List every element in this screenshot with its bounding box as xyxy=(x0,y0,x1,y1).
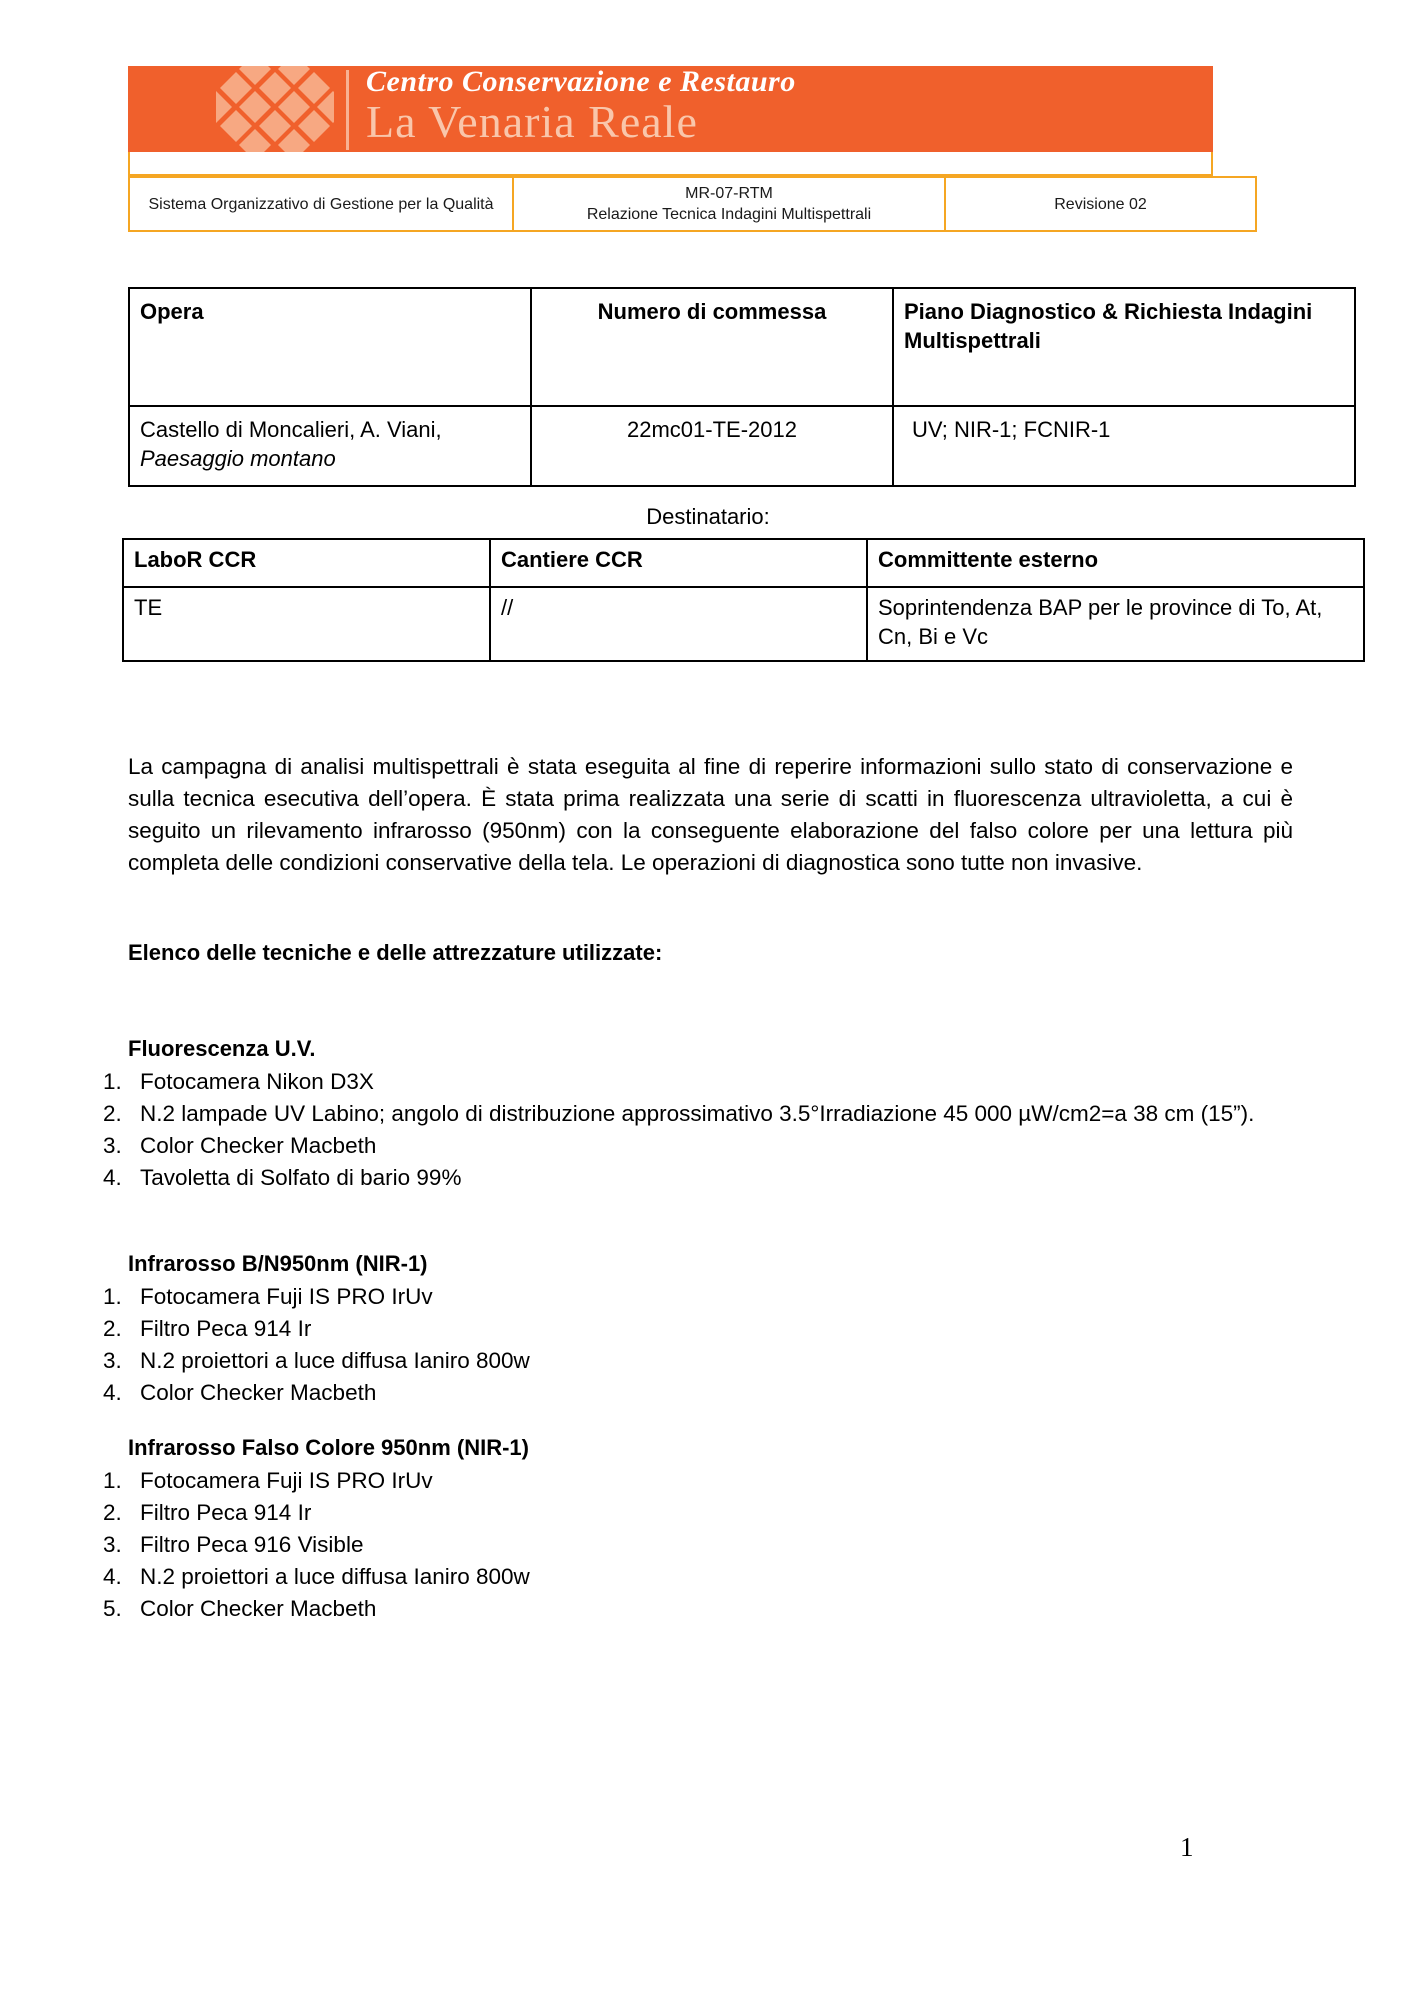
destinatario-header-row xyxy=(123,539,1364,587)
opera-header-commessa: Numero di commessa xyxy=(531,288,893,406)
header-info-row xyxy=(129,177,1256,231)
logo-line-centro: Centro Conservazione e Restauro xyxy=(366,66,796,98)
logo-divider xyxy=(346,70,349,150)
header-cell-quality: Sistema Organizzativo di Gestione per la Qualità xyxy=(129,177,513,231)
destinatario-header-committente: Committente esterno xyxy=(867,539,1364,587)
technique-block-uv xyxy=(128,1033,1298,1194)
list-item: 4. N.2 proiettori a luce diffusa Ianiro 800w xyxy=(128,1561,1298,1593)
technique-heading-fcnir: Infrarosso Falso Colore 950nm (NIR-1) xyxy=(128,1435,529,1460)
list-item: 1. Fotocamera Nikon D3X xyxy=(128,1066,1298,1098)
header-cell-document xyxy=(513,177,945,231)
technique-list-nir xyxy=(84,1281,1298,1409)
technique-heading-uv: Fluorescenza U.V. xyxy=(128,1036,316,1061)
document-header xyxy=(128,66,1213,232)
technique-heading-nir: Infrarosso B/N950nm (NIR-1) xyxy=(128,1251,428,1276)
opera-header-piano: Piano Diagnostico & Richiesta Indagini Multispettrali xyxy=(893,288,1355,406)
opera-cell-commessa: 22mc01-TE-2012 xyxy=(531,406,893,486)
destinatario-header-cantiere: Cantiere CCR xyxy=(490,539,867,587)
section-title-elenco: Elenco delle tecniche e delle attrezzature utilizzate: xyxy=(128,940,663,965)
technique-block-nir xyxy=(128,1248,1298,1409)
opera-cell-piano: UV; NIR-1; FCNIR-1 xyxy=(893,406,1355,486)
page-number: 1 xyxy=(1180,1832,1194,1862)
list-item: 1. Fotocamera Fuji IS PRO IrUv xyxy=(128,1281,1298,1313)
logo-text xyxy=(366,66,1186,146)
destinatario-cell-committente: Soprintendenza BAP per le province di To, At, Cn, Bi e Vc xyxy=(867,587,1364,661)
header-white-strip xyxy=(128,152,1213,176)
list-item: 4. Tavoletta di Solfato di bario 99% xyxy=(128,1162,1298,1194)
list-item: 5. Color Checker Macbeth xyxy=(128,1593,1298,1625)
logo-line-venaria: La Venaria Reale xyxy=(366,96,698,147)
header-doc-code: MR-07-RTM xyxy=(685,185,773,202)
list-item: 3. N.2 proiettori a luce diffusa Ianiro 800w xyxy=(128,1345,1298,1377)
venaria-logo-band xyxy=(128,66,1213,152)
opera-cell-opera xyxy=(129,406,531,486)
opera-name-italic: Paesaggio montano xyxy=(140,446,336,471)
header-info-table xyxy=(128,176,1257,232)
opera-header-row xyxy=(129,288,1355,406)
opera-header-opera: Opera xyxy=(129,288,531,406)
destinatario-label: Destinatario: xyxy=(646,504,770,529)
technique-list-uv xyxy=(84,1066,1298,1194)
list-item: 4. Color Checker Macbeth xyxy=(128,1377,1298,1409)
diamond-pattern-icon xyxy=(216,66,334,152)
list-item: 2. Filtro Peca 914 Ir xyxy=(128,1313,1298,1345)
list-item: 2. N.2 lampade UV Labino; angolo di distribuzione approssimativo 3.5°Irradiazione 45 000 µW/cm2=a 38 cm (15”). xyxy=(128,1098,1298,1130)
technique-list-fcnir xyxy=(84,1465,1298,1625)
list-item: 2. Filtro Peca 914 Ir xyxy=(128,1497,1298,1529)
list-item: 3. Filtro Peca 916 Visible xyxy=(128,1529,1298,1561)
destinatario-data-row xyxy=(123,587,1364,661)
opera-data-row xyxy=(129,406,1355,486)
header-cell-revision: Revisione 02 xyxy=(945,177,1256,231)
intro-paragraph: La campagna di analisi multispettrali è stata eseguita al fine di reperire informazioni sullo stato di conservazione e sulla tecnica esecutiva dell’opera. È stata prima realizzata una serie di scatti in fluorescenza ultravioletta, a cui è seguito un rilevamento infrarosso (950nm) con la conseguente elaborazione del falso colore per una lettura più completa delle condizioni conservative della tela. Le operazioni di diagnostica sono tutte non invasive. xyxy=(128,754,1293,875)
opera-table xyxy=(128,287,1356,487)
destinatario-cell-cantiere: // xyxy=(490,587,867,661)
destinatario-header-labor: LaboR CCR xyxy=(123,539,490,587)
header-doc-title: Relazione Tecnica Indagini Multispettrali xyxy=(586,206,872,223)
technique-block-fcnir xyxy=(128,1432,1298,1625)
destinatario-table xyxy=(122,538,1365,662)
opera-name-plain: Castello di Moncalieri, A. Viani, xyxy=(140,417,442,442)
list-item: 1. Fotocamera Fuji IS PRO IrUv xyxy=(128,1465,1298,1497)
destinatario-cell-labor: TE xyxy=(123,587,490,661)
list-item: 3. Color Checker Macbeth xyxy=(128,1130,1298,1162)
